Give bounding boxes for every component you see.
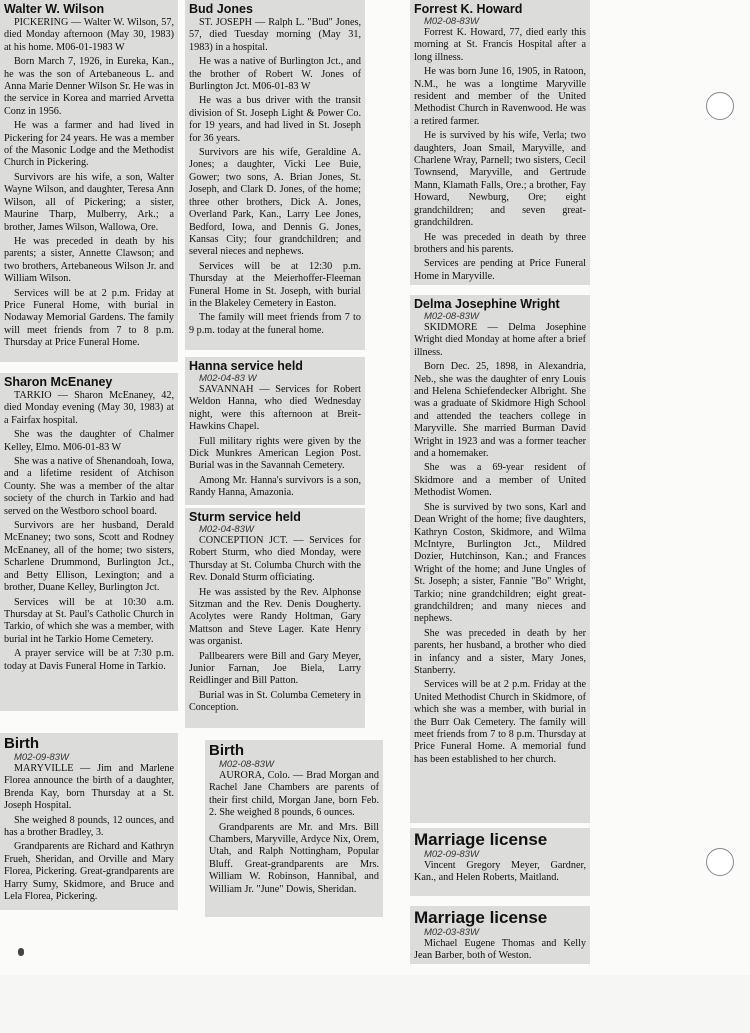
clip-paragraph: Michael Eugene Thomas and Kelly Jean Barber, both of Weston.	[414, 938, 586, 962]
clip-heading: Bud Jones	[189, 2, 253, 16]
clip-body	[189, 17, 361, 337]
clip-paragraph: He was a farmer and had lived in Pickering for 24 years. He was a member of the Masonic Lodge and the Methodist Church in Pickering.	[4, 120, 174, 169]
obituary-forrest-howard	[410, 0, 590, 285]
clip-heading: Walter W. Wilson	[4, 2, 105, 16]
handwritten-note: M02-09-83W	[424, 849, 479, 860]
clip-heading: Hanna service held	[189, 359, 303, 373]
clip-body	[4, 17, 174, 350]
service-notice-sturm	[185, 508, 365, 728]
clip-paragraph: Grandparents are Richard and Kathryn Frueh, Sheridan, and Orville and Mary Florea, Pickering. Great-grandparents are Harry Sumy, Skidmore, and Bruce and Lela Florea, Pickering.	[4, 841, 174, 903]
clip-paragraph: He was a native of Burlington Jct., and the brother of Robert W. Jones of Burlington Jct. M06-01-83 W	[189, 56, 361, 93]
clip-paragraph: She was a native of Shenandoah, Iowa, and a lifetime resident of Atchison County. She was a member of the altar society of the church in Tarkio and had served on the Westboro school board.	[4, 456, 174, 517]
handwritten-note: M02-08-83W	[219, 759, 274, 770]
clip-paragraph: Survivors are his wife, Geraldine A. Jones; a daughter, Vicki Lee Buie, Gower; two sons, A. Brian Jones, St. Joseph, and Clark D. Jones, of the home; three other brothers, Dick A. Jones, Overland Park, Kan., Larry Lee Jones, Bedford, Iowa, and Dennis G. Jones, Kansas City; four grandchildren; and several nieces and nephews.	[189, 147, 361, 258]
handwritten-note: M02-04-83W	[199, 524, 254, 535]
clip-paragraph: CONCEPTION JCT. — Services for Robert Sturm, who died Monday, were Thursday at St. Columba Church with the Rev. Donald Sturm officiating.	[189, 535, 361, 584]
clip-body	[414, 860, 586, 885]
service-notice-hanna	[185, 357, 365, 505]
clip-paragraph: He was preceded in death by three brothers and his parents.	[414, 231, 586, 255]
clip-paragraph: Survivors are his wife, a son, Walter Wayne Wilson, and daughter, Teresa Ann Wilson, all of Pickering; a sister, Maurine Tharp, Mulberry, Ark.; a brother, James Wilson, Wallowa, Ore.	[4, 171, 174, 233]
clip-body	[414, 27, 586, 283]
handwritten-note: M02-08-83W	[424, 16, 479, 27]
clip-heading: Marriage license	[414, 830, 548, 849]
binder-hole-bottom	[706, 848, 734, 876]
clip-heading: Sharon McEnaney	[4, 375, 113, 389]
handwritten-note: M02-03-83W	[424, 927, 479, 938]
clip-heading: Birth	[4, 735, 39, 752]
clip-body	[414, 322, 586, 766]
marriage-license-thomas-barber	[410, 906, 590, 964]
obituary-bud-jones	[185, 0, 365, 350]
handwritten-note: M02-09-83W	[14, 752, 69, 763]
clip-paragraph: Services will be at 10:30 a.m. Thursday at St. Paul's Catholic Church in Tarkio, of which she was a member, with burial int he Tarkio Home Cemetery.	[4, 596, 174, 645]
clip-paragraph: MARYVILLE — Jim and Marlene Florea announce the birth of a daughter, Brenda Kay, born Thursday at a St. Joseph Hospital.	[4, 763, 174, 812]
clip-paragraph: She is survived by two sons, Karl and Dean Wright of the home; five daughters, Kathryn Coston, Skidmore, and Wilma McIntyre, Burlington Jct., Mildred Dozier, Hutchinson, Kan.; and Frances Wright of the home; and June Ungles of St. Joseph; a sister, Fannie "Bo" Wright, Tarkio; nine grandchildren; eight great-grandchildren; and many nieces and nephews.	[414, 501, 586, 625]
clip-paragraph: She weighed 8 pounds, 12 ounces, and has a brother Bradley, 3.	[4, 814, 174, 839]
clip-paragraph: Services will be at 2 p.m. Friday at Price Funeral Home, with burial in Nodaway Memorial Gardens. The family will meet friends from 7 to 8 p.m. Thursday at Price Funeral Home.	[4, 287, 174, 349]
clip-heading: Marriage license	[414, 908, 548, 927]
clip-paragraph: She was the daughter of Chalmer Kelley, Elmo. M06-01-83 W	[4, 429, 174, 453]
obituary-walter-wilson	[0, 0, 178, 362]
clip-paragraph: He is survived by his wife, Verla; two daughters, Joan Smail, Maryville, and Charlene Wray, Parnell; two sisters, Cecil Townsend, Maryville, and Gertrude Mann, Klamath Falls, Ore.; a brother, Fay Howard, Newburg, Ore; eight grandchildren; and seven great-grandchildren.	[414, 130, 586, 229]
clip-body	[189, 384, 361, 500]
clip-paragraph: PICKERING — Walter W. Wilson, 57, died Monday afternoon (May 30, 1983) at his home. M06-01-1983 W	[4, 17, 174, 53]
marriage-license-meyer-roberts	[410, 828, 590, 896]
birth-announcement-morgan	[205, 740, 383, 917]
clip-paragraph: The family will meet friends from 7 to 9 p.m. today at the funeral home.	[189, 312, 361, 336]
clip-body	[4, 390, 174, 673]
handwritten-note: M02-04-83 W	[199, 373, 257, 384]
clip-paragraph: Services will be at 2 p.m. Friday at the United Methodist Church in Skidmore, of which she was a member, with burial in the Burr Oak Cemetery. The family will meet friends from 7 to 8 p.m. Thursday at Price Funeral Home. A memorial fund has been established to her church.	[414, 679, 586, 765]
clip-paragraph: Pallbearers were Bill and Gary Meyer, Junior Farnan, Joe Biela, Larry Reidlinger and Bill Patton.	[189, 650, 361, 687]
clip-paragraph: Grandparents are Mr. and Mrs. Bill Chambers, Maryville, Ardyce Nix, Orem, Utah, and Ralph Nottingham, Popular Bluff. Great-grandparents are Mrs. William W. Robinson, Hannibal, and William Jr. "June" Dowis, Sheridan.	[209, 821, 379, 895]
clip-paragraph: SKIDMORE — Delma Josephine Wright died Monday at home after a brief illness.	[414, 322, 586, 358]
clip-paragraph: Services are pending at Price Funeral Home in Maryville.	[414, 258, 586, 282]
clip-paragraph: Survivors are her husband, Derald McEnaney; two sons, Scott and Rodney McEnaney, all of the home; two sisters, Scharlene Drummond, Burlington Jct., and Betty Ellison, Lexington; and a brother, Duane Kelley, Burlington Jct.	[4, 520, 174, 594]
clip-paragraph: TARKIO — Sharon McEnaney, 42, died Monday evening (May 30, 1983) at a Fairfax hospital.	[4, 390, 174, 426]
clip-paragraph: ST. JOSEPH — Ralph L. "Bud" Jones, 57, died Tuesday morning (May 31, 1983) in a hospital.	[189, 17, 361, 53]
clip-paragraph: A prayer service will be at 7:30 p.m. today at Davis Funeral Home in Tarkio.	[4, 648, 174, 672]
clip-paragraph: She was a 69-year resident of Skidmore and a member of United Methodist Women.	[414, 462, 586, 499]
clip-heading: Sturm service held	[189, 510, 301, 524]
clip-heading: Delma Josephine Wright	[414, 297, 560, 311]
clip-paragraph: Vincent Gregory Meyer, Gardner, Kan., and Helen Roberts, Maitland.	[414, 860, 586, 884]
birth-announcement-florea	[0, 733, 178, 910]
obituary-delma-wright	[410, 295, 590, 823]
clip-paragraph: He was assisted by the Rev. Alphonse Sitzman and the Rev. Denis Dougherty. Acolytes were Randy Holtman, Gary Mattson and Steve Lager. Kate Henry was organist.	[189, 586, 361, 648]
clip-paragraph: She was preceded in death by her parents, her husband, a brother who died in infancy and a sister, Mary Jones, Stanberry.	[414, 627, 586, 676]
clip-paragraph: He was born June 16, 1905, in Ratoon, N.M., he was a longtime Maryville resident and member of the United Methodist Church in Ravenwood. He was a retired farmer.	[414, 66, 586, 127]
clip-paragraph: Forrest K. Howard, 77, died early this morning at St. Francis Hospital after a long illness.	[414, 27, 586, 63]
clip-paragraph: He was a bus driver with the transit division of St. Joseph Light & Power Co. for 19 years, and had lived in St. Joseph for 36 years.	[189, 95, 361, 144]
clip-paragraph: Services will be at 12:30 p.m. Thursday at the Meierhoffer-Fleeman Funeral Home in St. Joseph, with burial in the Blakeley Cemetery in Easton.	[189, 260, 361, 309]
clip-paragraph: Born March 7, 1926, in Eureka, Kan., he was the son of Artebaneous L. and Anna Marie Denner Wilson Sr. He was in the service in Korea and married Arvetta Conz in 1956.	[4, 56, 174, 117]
obituary-sharon-mcenaney	[0, 373, 178, 711]
clip-paragraph: SAVANNAH — Services for Robert Weldon Hanna, who died Wednesday night, were this afternoon at Breit-Hawkins Chapel.	[189, 384, 361, 433]
clip-paragraph: Born Dec. 25, 1898, in Alexandria, Neb., she was the daughter of enry Louis and Helena Schiefendecker Albright. She was a graduate of Skidmore High School and attended the teachers college in Maryville. She married Burman David Wright in 1923 and was a former teacher and a homemaker.	[414, 361, 586, 460]
handwritten-note: M02-08-83W	[424, 311, 479, 322]
clip-paragraph: Burial was in St. Columba Cemetery in Conception.	[189, 689, 361, 714]
binder-hole-top	[706, 92, 734, 120]
clip-body	[4, 763, 174, 903]
clip-heading: Forrest K. Howard	[414, 2, 523, 16]
ink-speck	[18, 948, 24, 956]
clip-paragraph: AURORA, Colo. — Brad Morgan and Rachel Jane Chambers are parents of their first child, Morgan Jane, born Feb. 2. She weighed 8 pounds, 6 ounces.	[209, 770, 379, 819]
clip-paragraph: Full military rights were given by the Dick Munkres American Legion Post. Burial was in the Savannah Cemetery.	[189, 435, 361, 472]
clip-body	[189, 535, 361, 715]
clip-heading: Birth	[209, 742, 244, 759]
clip-paragraph: Among Mr. Hanna's survivors is a son, Randy Hanna, Amazonia.	[189, 474, 361, 499]
clip-paragraph: He was preceded in death by his parents; a sister, Annette Clawson; and two brothers, Artebaneous Wilson Jr. and William Wilson.	[4, 235, 174, 285]
clip-body	[414, 938, 586, 963]
clip-body	[209, 770, 379, 896]
